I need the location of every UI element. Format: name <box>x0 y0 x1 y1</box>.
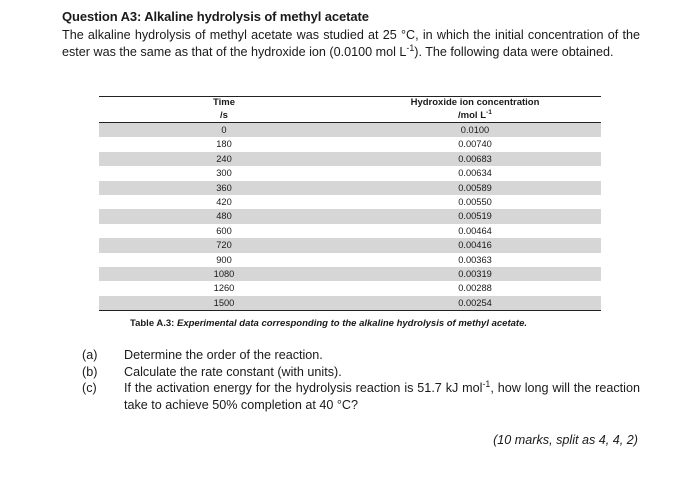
cell-concentration: 0.00519 <box>349 209 601 223</box>
cell-concentration: 0.00288 <box>349 281 601 295</box>
part-c-label: (c) <box>82 381 97 395</box>
part-c-exponent: -1 <box>482 378 491 389</box>
table-row <box>99 195 601 209</box>
cell-concentration: 0.00363 <box>349 253 601 267</box>
header-time-label: Time <box>99 97 349 110</box>
cell-concentration: 0.00254 <box>349 296 601 311</box>
table-row <box>99 166 601 180</box>
table-body <box>99 123 601 311</box>
cell-time: 720 <box>99 238 349 252</box>
table-row <box>99 209 601 223</box>
question-title: Question A3: Alkaline hydrolysis of methyl acetate <box>62 9 369 24</box>
cell-time: 360 <box>99 181 349 195</box>
intro-unit-exponent: -1 <box>406 42 415 53</box>
cell-time: 240 <box>99 152 349 166</box>
part-b-text: Calculate the rate constant (with units). <box>124 364 342 379</box>
header-conc-unit-exponent: -1 <box>486 108 492 116</box>
cell-concentration: 0.00683 <box>349 152 601 166</box>
cell-time: 600 <box>99 224 349 238</box>
caption-text: Experimental data corresponding to the alkaline hydrolysis of methyl acetate. <box>176 318 527 329</box>
cell-concentration: 0.00740 <box>349 137 601 151</box>
table-header <box>99 97 601 123</box>
marks-allocation: (10 marks, split as 4, 4, 2) <box>493 433 638 447</box>
table-row <box>99 296 601 311</box>
intro-text-1: The alkaline hydrolysis of methyl acetate was studied at 25 °C, in which the initial concentration of the ester was the same as that of the hydroxide ion (0.0100 mol L <box>62 28 640 59</box>
cell-time: 420 <box>99 195 349 209</box>
part-c-text-after: , how long will the reaction take to achieve 50% completion at 40 °C? <box>124 381 640 412</box>
cell-concentration: 0.00416 <box>349 238 601 252</box>
cell-concentration: 0.00550 <box>349 195 601 209</box>
data-table <box>99 96 601 311</box>
table-row <box>99 267 601 281</box>
cell-time: 180 <box>99 137 349 151</box>
part-a <box>82 347 640 364</box>
table-row <box>99 152 601 166</box>
header-conc-unit-text: /mol L <box>458 109 487 121</box>
table-row <box>99 181 601 195</box>
cell-time: 480 <box>99 209 349 223</box>
cell-time: 1080 <box>99 267 349 281</box>
header-time-unit: /s <box>99 110 349 123</box>
table-row <box>99 137 601 151</box>
cell-concentration: 0.0100 <box>349 123 601 138</box>
intro-text-2: ). The following data were obtained. <box>414 45 614 59</box>
part-c <box>82 380 640 413</box>
cell-concentration: 0.00464 <box>349 224 601 238</box>
caption-label: Table A.3: <box>130 318 175 329</box>
header-conc-unit <box>349 110 601 123</box>
part-b <box>82 364 640 381</box>
table-caption <box>130 318 527 329</box>
part-c-text <box>124 380 640 413</box>
cell-time: 0 <box>99 123 349 138</box>
table-row <box>99 224 601 238</box>
table-row <box>99 253 601 267</box>
table-row <box>99 281 601 295</box>
part-a-text: Determine the order of the reaction. <box>124 348 323 362</box>
cell-time: 1500 <box>99 296 349 311</box>
part-c-text-before: If the activation energy for the hydrolysis reaction is 51.7 kJ mol <box>124 381 483 395</box>
cell-time: 300 <box>99 166 349 180</box>
cell-concentration: 0.00634 <box>349 166 601 180</box>
part-a-label: (a) <box>82 348 98 362</box>
header-conc-label: Hydroxide ion concentration <box>349 97 601 110</box>
cell-time: 900 <box>99 253 349 267</box>
cell-concentration: 0.00589 <box>349 181 601 195</box>
cell-time: 1260 <box>99 281 349 295</box>
part-b-label: (b) <box>82 364 98 379</box>
data-table-container <box>99 96 601 311</box>
table-row <box>99 238 601 252</box>
question-intro <box>62 27 640 61</box>
cell-concentration: 0.00319 <box>349 267 601 281</box>
table-row <box>99 123 601 138</box>
question-parts <box>82 347 640 413</box>
